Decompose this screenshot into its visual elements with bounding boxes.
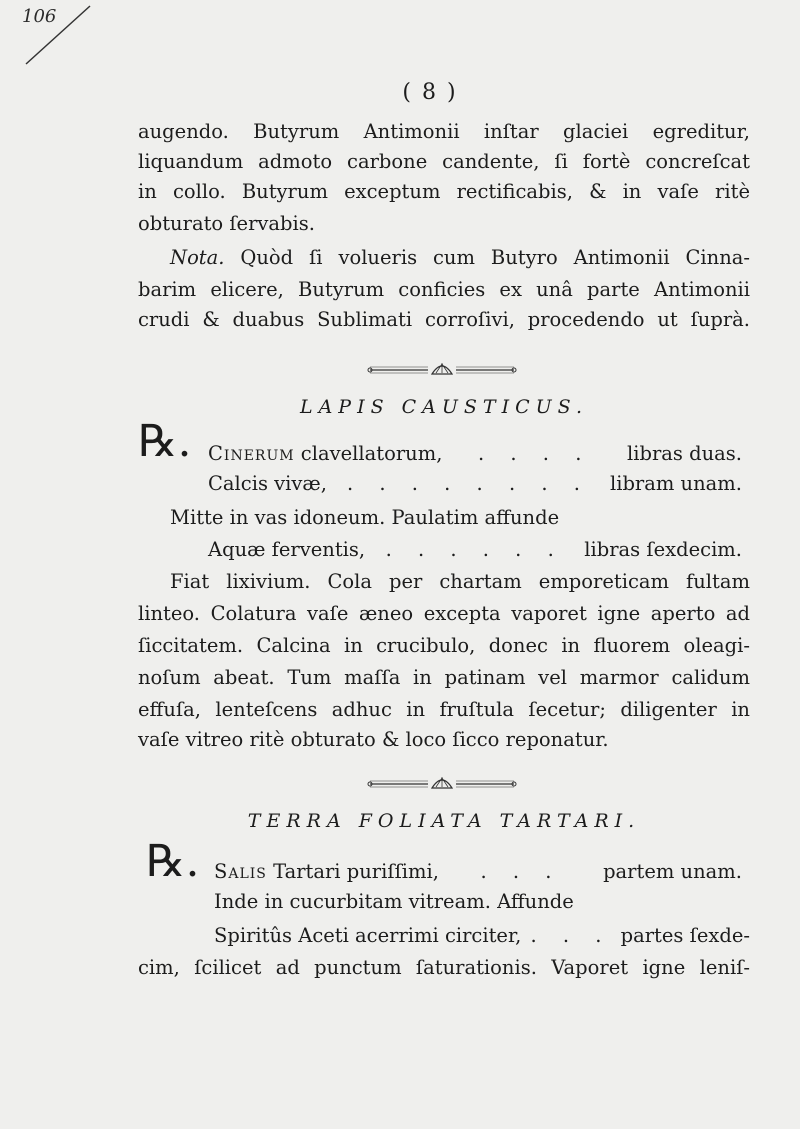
ingredient-quantity: libras duas. — [627, 442, 742, 465]
nota-line — [170, 244, 750, 272]
text-line: effuſa, lenteſcens adhuc in fruſtula ſecetur; diligenter in — [138, 698, 750, 721]
recipe-row — [214, 922, 750, 950]
ingredient-name: Spiritûs Aceti acerrimi circiter, — [214, 924, 522, 947]
text-line: noſum abeat. Tum maſſa in patinam vel marmor calidum — [138, 666, 750, 689]
recipe-row — [208, 536, 742, 564]
leader-dots: . . . . . . . . — [346, 472, 590, 495]
ingredient-name: Calcis vivæ, — [208, 472, 327, 495]
ingredient-name: clavellatorum, — [294, 442, 443, 465]
ingredient-name: Aquæ ferventis, — [208, 538, 366, 561]
text-line: Inde in cucurbitam vitream. Affunde — [214, 890, 574, 913]
recipe-symbol: ℞. — [138, 416, 192, 467]
recipe-row — [208, 440, 742, 468]
ornament-divider — [366, 774, 518, 794]
text-line: ſiccitatem. Calcina in crucibulo, donec in fluorem oleagi- — [138, 634, 750, 657]
recipe-symbol: ℞. — [146, 836, 200, 887]
ingredient-small-caps: Cinerum — [208, 442, 295, 465]
ingredient-quantity: partes ſexde- — [620, 924, 750, 947]
text-line: augendo. Butyrum Antimonii inſtar glaciei egreditur, — [138, 120, 750, 143]
text-line: vaſe vitreo ritè obturato & loco ſicco reponatur. — [138, 728, 609, 751]
leader-dots: . . . . — [478, 442, 592, 465]
text-line: barim elicere, Butyrum conficies ex unâ parte Antimonii — [138, 278, 750, 301]
nota-text: Quòd ſi volueris cum Butyro Antimonii Cinna- — [240, 246, 750, 269]
text-line: Mitte in vas idoneum. Paulatim affunde — [170, 506, 560, 529]
ingredient-quantity: libram unam. — [609, 472, 742, 495]
text-line: liquandum admoto carbone candente, ſi fortè concreſcat — [138, 150, 750, 173]
leader-dots: . . . — [480, 860, 562, 883]
text-line: Fiat lixivium. Cola per chartam emporeticam fultam — [170, 570, 750, 593]
text-line: crudi & duabus Sublimati corroſivi, procedendo ut ſuprà. — [138, 308, 750, 331]
section-heading: TERRA FOLIATA TARTARI. — [247, 810, 641, 832]
text-line: obturato ſervabis. — [138, 212, 315, 235]
ornament-divider — [366, 360, 518, 380]
text-line: cim, ſcilicet ad punctum ſaturationis. Vaporet igne leniſ- — [138, 956, 750, 979]
recipe-row — [208, 470, 742, 498]
margin-note: 106 — [22, 6, 57, 27]
nota-label: Nota. — [170, 246, 225, 269]
text-line: linteo. Colatura vaſe æneo excepta vaporet igne aperto ad — [138, 602, 750, 625]
ingredient-quantity: libras ſexdecim. — [584, 538, 742, 561]
leader-dots: . . . — [530, 924, 612, 947]
text-line: in collo. Butyrum exceptum rectificabis, & in vaſe ritè — [138, 180, 750, 203]
ingredient-name: Tartari puriſſimi, — [266, 860, 439, 883]
ingredient-small-caps: Salis — [214, 860, 267, 883]
page-number: ( 8 ) — [402, 80, 458, 105]
recipe-row — [214, 858, 742, 886]
ingredient-quantity: partem unam. — [603, 860, 742, 883]
section-heading: LAPIS CAUSTICUS. — [299, 396, 589, 418]
leader-dots: . . . . . . — [385, 538, 564, 561]
